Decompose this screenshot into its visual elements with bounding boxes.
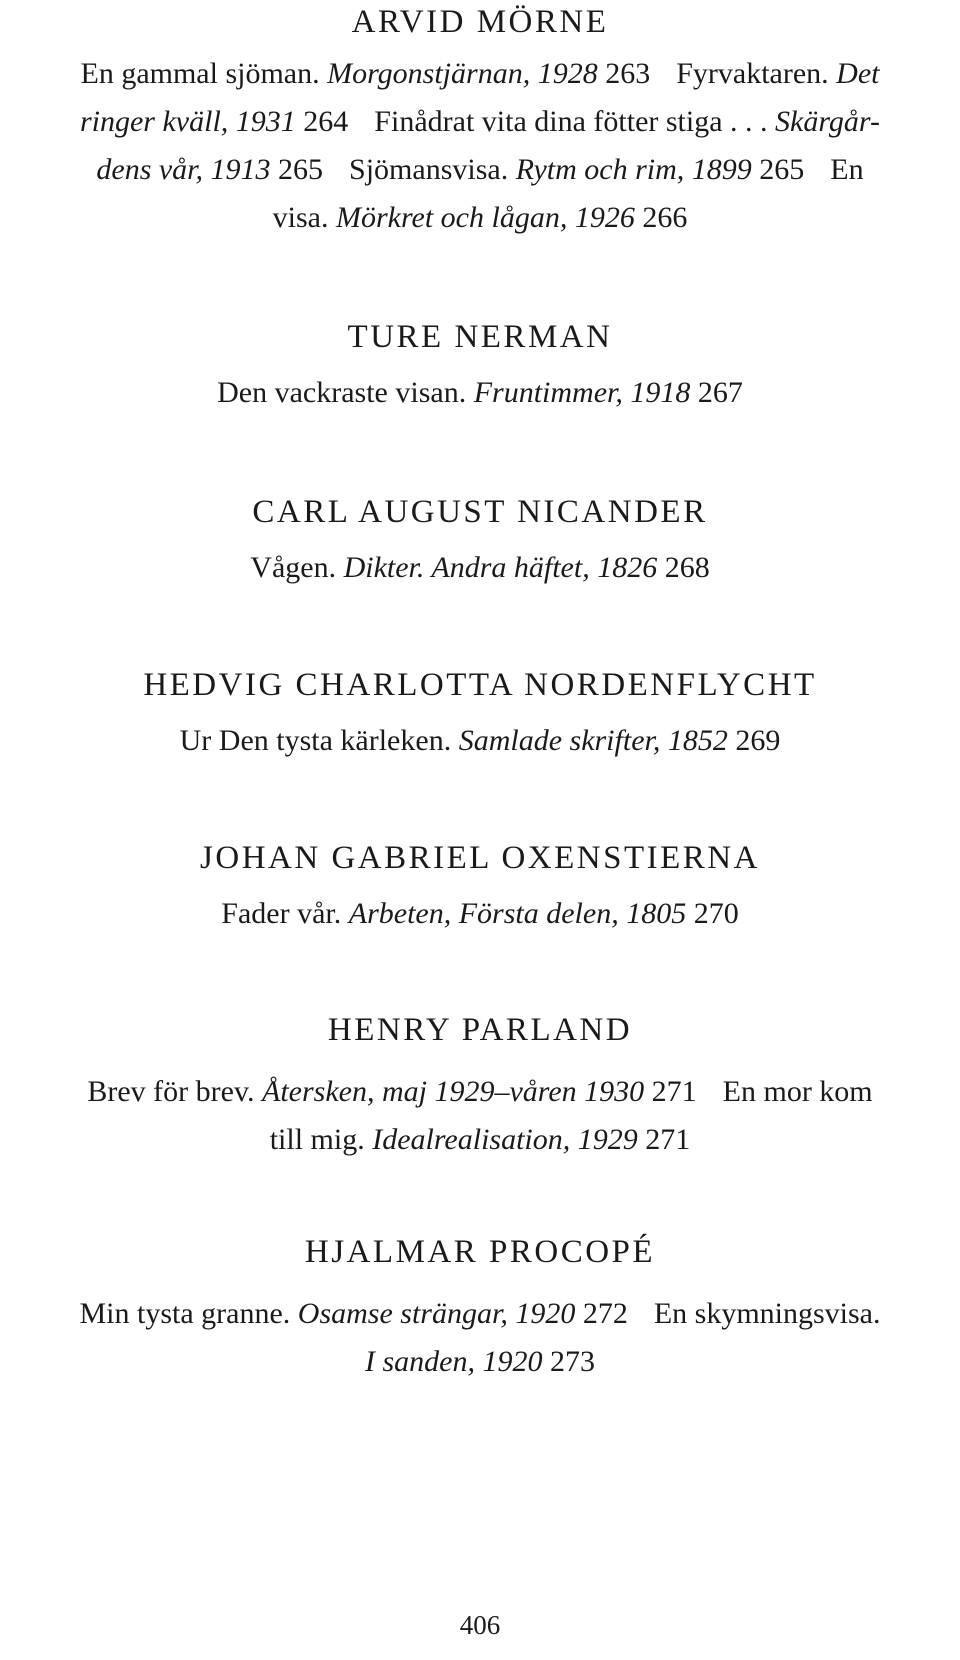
author-section-oxenstierna xyxy=(8,838,952,938)
entry-line xyxy=(8,1068,952,1116)
source-title: Skärgår- xyxy=(775,105,880,138)
author-heading: CARL AUGUST NICANDER xyxy=(252,494,708,530)
entry-line xyxy=(8,194,952,242)
poem-title: Ur Den tysta kärleken. xyxy=(179,724,459,757)
page-ref: 270 xyxy=(686,897,739,930)
source-title: Arbeten, Första delen, 1805 xyxy=(348,897,687,930)
author-heading: HEDVIG CHARLOTTA NORDENFLYCHT xyxy=(143,667,817,703)
poem-title: En mor kom xyxy=(722,1075,873,1108)
source-title: I sanden, 1920 xyxy=(365,1345,543,1378)
poem-title: Fader vår. xyxy=(221,897,349,930)
entry-line xyxy=(8,1290,952,1338)
source-title: Osamse strängar, 1920 xyxy=(297,1297,576,1330)
poem-title: Vågen. xyxy=(250,551,344,584)
entry-line xyxy=(8,890,952,938)
author-heading: HENRY PARLAND xyxy=(327,1012,633,1048)
page-ref: 271 xyxy=(637,1123,691,1156)
entry-line xyxy=(8,50,952,98)
entry-line xyxy=(8,1338,952,1386)
source-title: Mörkret och lågan, 1926 xyxy=(335,201,635,234)
author-heading: HJALMAR PROCOPÉ xyxy=(304,1234,656,1270)
entry-line xyxy=(8,146,952,194)
source-title: ringer kväll, 1931 xyxy=(79,105,296,138)
source-title: dens vår, 1913 xyxy=(96,153,271,186)
author-section-nicander xyxy=(8,492,952,592)
source-title: Idealrealisation, 1929 xyxy=(372,1123,638,1156)
author-section-parland xyxy=(8,1010,952,1164)
author-section-nerman xyxy=(8,317,952,417)
page-ref: 263 xyxy=(597,57,651,90)
page-ref: 272 xyxy=(575,1297,628,1330)
author-heading: ARVID MÖRNE xyxy=(351,4,609,40)
poem-title: Min tysta granne. xyxy=(79,1297,298,1330)
page-ref: 264 xyxy=(295,105,349,138)
page-ref: 265 xyxy=(751,153,805,186)
source-title: Fruntimmer, 1918 xyxy=(473,376,691,409)
page-ref: 269 xyxy=(727,724,781,757)
page-ref: 268 xyxy=(657,551,710,584)
entry-line xyxy=(8,544,952,592)
page-ref: 267 xyxy=(690,376,743,409)
source-title: Samlade skrifter, 1852 xyxy=(458,724,728,757)
entry-line xyxy=(8,717,952,765)
author-heading: JOHAN GABRIEL OXENSTIERNA xyxy=(200,840,760,876)
author-section-morne xyxy=(8,2,952,242)
entry-line xyxy=(8,369,952,417)
author-section-nordenflycht xyxy=(8,665,952,765)
entry-line xyxy=(8,1116,952,1164)
source-title: Det xyxy=(836,57,880,90)
poem-title: till mig. xyxy=(269,1123,373,1156)
page-ref: 265 xyxy=(270,153,324,186)
author-section-procope xyxy=(8,1232,952,1386)
poem-title: En skymningsvisa. xyxy=(653,1297,881,1330)
poem-title: En gammal sjöman. xyxy=(80,57,328,90)
poem-title: Brev för brev. xyxy=(87,1075,262,1108)
entry-line xyxy=(8,98,952,146)
poem-title: Sjömansvisa. xyxy=(349,153,516,186)
author-heading: TURE NERMAN xyxy=(347,319,613,355)
page-ref: 273 xyxy=(542,1345,595,1378)
poem-title: Fyrvaktaren. xyxy=(676,57,837,90)
poem-title: En xyxy=(830,153,864,186)
page-ref: 271 xyxy=(644,1075,697,1108)
poem-title: Finådrat vita dina fötter stiga . . . xyxy=(374,105,776,138)
page-ref: 266 xyxy=(634,201,688,234)
source-title: Dikter. Andra häftet, 1826 xyxy=(343,551,658,584)
source-title: Morgonstjärnan, 1928 xyxy=(327,57,598,90)
page-number: 406 xyxy=(459,1610,501,1640)
poem-title: Den vackraste visan. xyxy=(217,376,474,409)
source-title: Rytm och rim, 1899 xyxy=(515,153,752,186)
source-title: Återsken, maj 1929–våren 1930 xyxy=(262,1075,645,1108)
poem-title: visa. xyxy=(272,201,336,234)
